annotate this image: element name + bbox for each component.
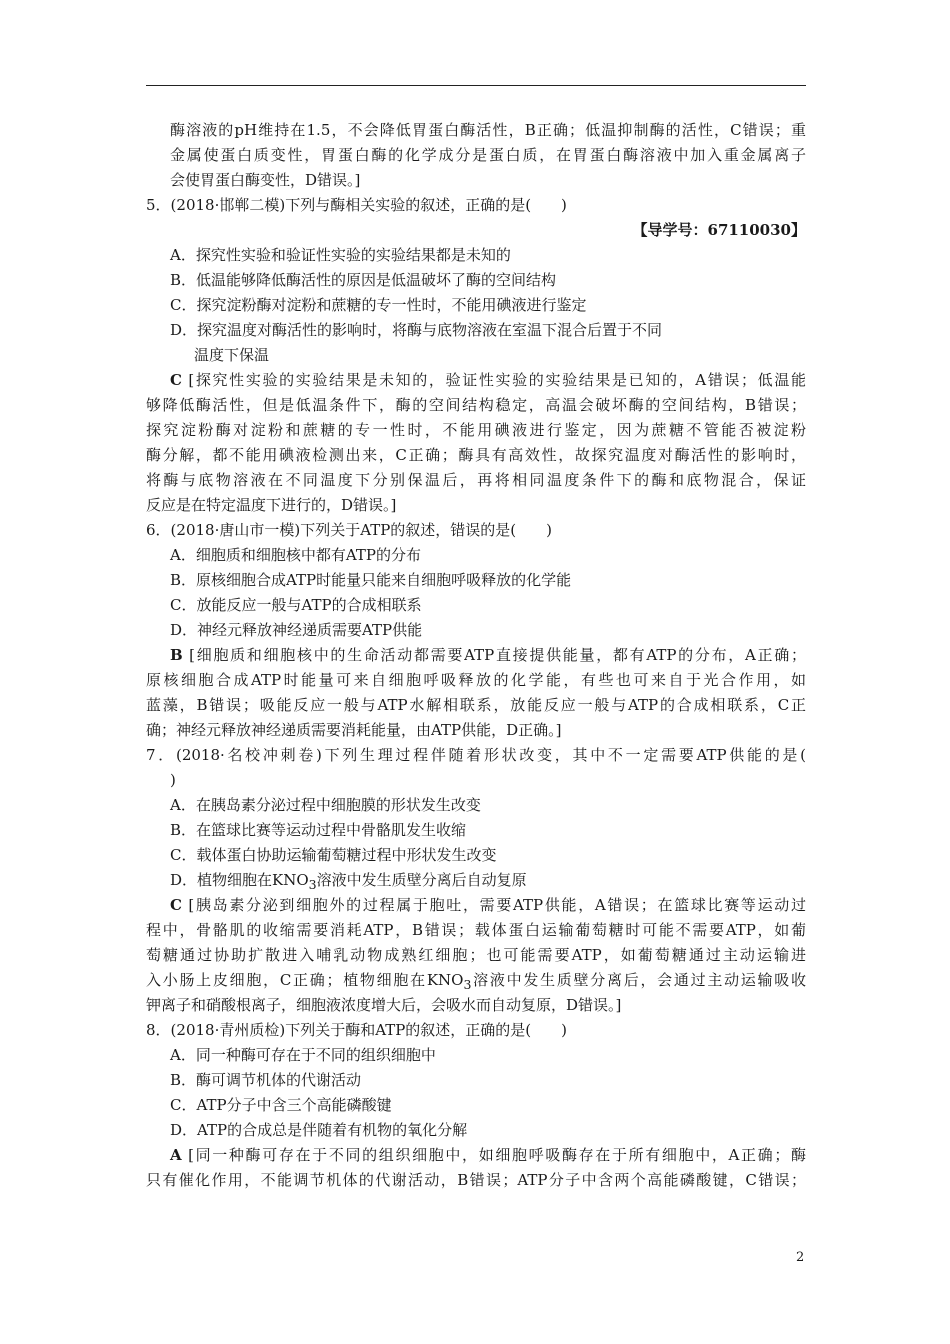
question-6-option: A．细胞质和细胞核中都有ATP的分布 [170,546,421,564]
text-line: 酶溶液的pH维持在1.5，不会降低胃蛋白酶活性，B正确；低温抑制酶的活性，C错误；重 [170,121,806,139]
question-5-option: C．探究淀粉酶对淀粉和蔗糖的专一性时，不能用碘液进行鉴定 [170,296,587,314]
explain-text: 入小肠上皮细胞，C正确；植物细胞在KNO [146,971,464,989]
question-8-option: B．酶可调节机体的代谢活动 [170,1071,362,1089]
question-5-option: A．探究性实验和验证性实验的实验结果都是未知的 [170,246,511,264]
question-7-stem: 7．(2018·名校冲刺卷)下列生理过程伴随着形状改变，其中不一定需要ATP供能的是( [146,746,806,764]
page-number: 2 [796,1250,805,1265]
question-5-option: 温度下保温 [194,346,270,364]
explain-line: 萄糖通过协助扩散进入哺乳动物成熟红细胞；也可能需要ATP，如葡萄糖通过主动运输进 [146,946,806,964]
question-5-option: D．探究温度对酶活性的影响时，将酶与底物溶液在室温下混合后置于不同 [170,321,663,339]
question-6-option: D．神经元释放神经递质需要ATP供能 [170,621,423,639]
answer-letter: B [170,646,183,664]
question-8-explain [146,1143,806,1168]
explain-line: 够降低酶活性，但是低温条件下，酶的空间结构稳定，高温会破坏酶的空间结构，B错误； [146,396,806,414]
guide-number: 【导学号：67110030】 [632,221,806,239]
question-7-option: C．载体蛋白协助运输葡萄糖过程中形状发生改变 [170,846,497,864]
answer-letter: C [170,371,182,389]
question-5-explain [146,368,806,393]
explain-line: 反应是在特定温度下进行的，D错误。] [146,496,397,514]
subscript: 3 [463,977,472,992]
answer-letter: A [170,1146,182,1164]
explain-text: [细胞质和细胞核中的生命活动都需要ATP直接提供能量，都有ATP的分布，A正确； [189,646,806,664]
question-6-option: C．放能反应一般与ATP的合成相联系 [170,596,422,614]
explain-line: 确；神经元释放神经递质需要消耗能量，由ATP供能，D正确。] [146,721,562,739]
explain-text: [探究性实验的实验结果是未知的，验证性实验的实验结果是已知的，A错误；低温能 [188,371,806,389]
text-line: 会使胃蛋白酶变性，D错误。] [170,171,361,189]
question-8-option: C．ATP分子中含三个高能磷酸键 [170,1096,392,1114]
question-6-explain [146,643,806,668]
explain-line: 酶分解，都不能用碘液检测出来，C正确；酶具有高效性，故探究温度对酶活性的影响时， [146,446,806,464]
question-8-option: A．同一种酶可存在于不同的组织细胞中 [170,1046,436,1064]
explain-line: 蓝藻，B错误；吸能反应一般与ATP水解相联系，放能反应一般与ATP的合成相联系，C正 [146,696,806,714]
question-7-option [146,868,806,893]
question-8-stem: 8．(2018·青州质检)下列关于酶和ATP的叙述，正确的是( ) [146,1021,568,1039]
header-rule [146,85,806,86]
explain-line: 只有催化作用，不能调节机体的代谢活动，B错误；ATP分子中含两个高能磷酸键，C错误； [146,1171,806,1189]
question-7-explain [146,893,806,918]
question-6-stem: 6．(2018·唐山市一模)下列关于ATP的叙述，错误的是( ) [146,521,553,539]
explain-line: 探究淀粉酶对淀粉和蔗糖的专一性时，不能用碘液进行鉴定，因为蔗糖不管能否被淀粉 [146,421,806,439]
question-6-option: B．原核细胞合成ATP时能量只能来自细胞呼吸释放的化学能 [170,571,572,589]
option-text: D．植物细胞在KNO [170,871,309,889]
explain-text: 溶液中发生质壁分离后，会通过主动运输吸收 [471,971,806,989]
explain-line: 原核细胞合成ATP时能量可来自细胞呼吸释放的化学能，有些也可来自于光合作用，如 [146,671,806,689]
explain-line: 程中，骨骼肌的收缩需要消耗ATP，B错误；载体蛋白运输葡萄糖时可能不需要ATP，如葡 [146,921,806,939]
question-7-stem-end: ) [170,771,176,789]
question-7-option: A．在胰岛素分泌过程中细胞膜的形状发生改变 [170,796,481,814]
text-line: 金属使蛋白质变性，胃蛋白酶的化学成分是蛋白质，在胃蛋白酶溶液中加入重金属离子 [170,146,806,164]
question-7-option: B．在篮球比赛等运动过程中骨骼肌发生收缩 [170,821,467,839]
explain-line: 将酶与底物溶液在不同温度下分别保温后，再将相同温度条件下的酶和底物混合，保证 [146,471,806,489]
page-body [146,118,806,1193]
question-5-stem: 5．(2018·邯郸二模)下列与酶相关实验的叙述，正确的是( ) [146,196,567,214]
subscript: 3 [308,877,317,892]
explain-text: [同一种酶可存在于不同的组织细胞中，如细胞呼吸酶存在于所有细胞中，A正确；酶 [188,1146,806,1164]
explain-text: [胰岛素分泌到细胞外的过程属于胞吐，需要ATP供能，A错误；在篮球比赛等运动过 [188,896,806,914]
option-text: 溶液中发生质壁分离后自动复原 [316,871,527,889]
answer-letter: C [170,896,182,914]
question-8-option: D．ATP的合成总是伴随着有机物的氧化分解 [170,1121,468,1139]
question-5-option: B．低温能够降低酶活性的原因是低温破坏了酶的空间结构 [170,271,557,289]
explain-line: 钾离子和硝酸根离子，细胞液浓度增大后，会吸水而自动复原，D错误。] [146,996,622,1014]
explain-line [146,968,806,993]
